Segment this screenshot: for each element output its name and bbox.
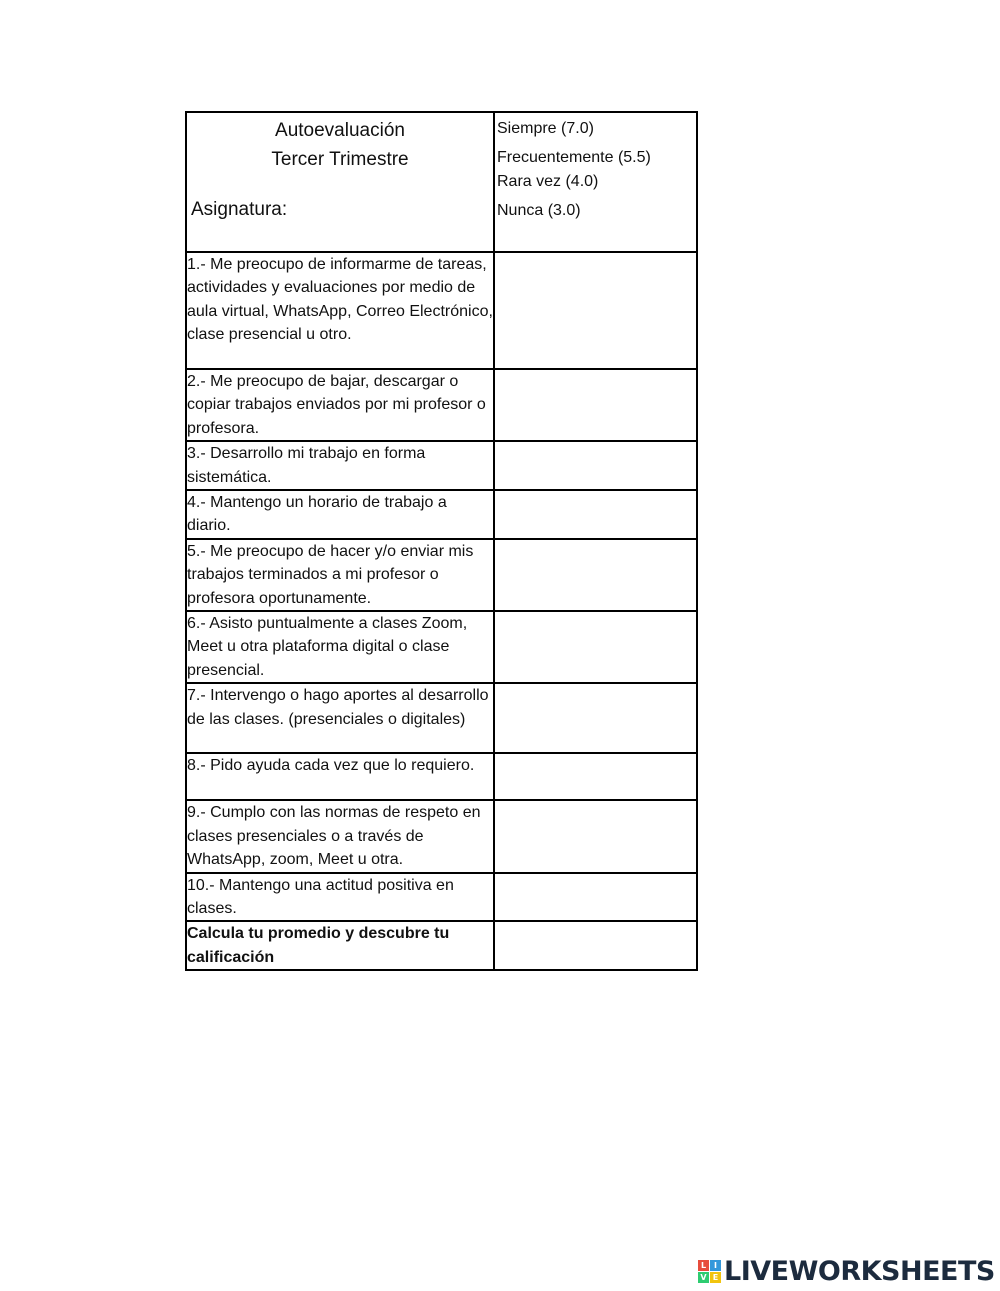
logo-mark-letter: V <box>698 1272 709 1283</box>
question-row <box>186 539 697 611</box>
question-text: 1.- Me preocupo de informarme de tareas, actividades y evaluaciones por medio de aula virtual, WhatsApp, Correo Electrónico, clase presencial u otro. <box>186 252 494 369</box>
header-title <box>187 113 493 174</box>
rating-scale <box>495 117 696 223</box>
title-line-2: Tercer Trimestre <box>271 149 409 170</box>
answer-cell[interactable] <box>494 683 697 753</box>
question-row <box>186 683 697 753</box>
logo-text: LIVEWORKSHEETS <box>724 1256 995 1287</box>
question-text: 5.- Me preocupo de hacer y/o enviar mis trabajos terminados a mi profesor o profesora oportunamente. <box>186 539 494 611</box>
subject-label: Asignatura: <box>191 199 288 220</box>
scale-rarely: Rara vez (4.0) <box>497 173 599 190</box>
header-row <box>186 112 697 252</box>
question-row <box>186 490 697 539</box>
question-text: 4.- Mantengo un horario de trabajo a diario. <box>186 490 494 539</box>
answer-cell[interactable] <box>494 490 697 539</box>
logo-icon <box>698 1260 721 1283</box>
question-row <box>186 611 697 683</box>
liveworksheets-logo <box>698 1256 995 1287</box>
answer-cell[interactable] <box>494 800 697 872</box>
answer-cell[interactable] <box>494 611 697 683</box>
question-row <box>186 873 697 922</box>
scale-never: Nunca (3.0) <box>497 202 581 219</box>
logo-mark-letter: L <box>698 1260 709 1271</box>
header-scale-cell <box>494 112 697 252</box>
question-row <box>186 252 697 369</box>
question-text: 3.- Desarrollo mi trabajo en forma sistemática. <box>186 441 494 490</box>
answer-cell[interactable] <box>494 539 697 611</box>
answer-cell[interactable] <box>494 753 697 800</box>
question-row <box>186 753 697 800</box>
self-assessment-table <box>185 111 698 971</box>
average-label: Calcula tu promedio y descubre tu calificación <box>186 921 494 970</box>
answer-cell[interactable] <box>494 369 697 441</box>
question-text: 7.- Intervengo o hago aportes al desarrollo de las clases. (presenciales o digitales) <box>186 683 494 753</box>
scale-frequently: Frecuentemente (5.5) <box>497 149 651 166</box>
average-answer-cell[interactable] <box>494 921 697 970</box>
question-row <box>186 369 697 441</box>
question-row <box>186 441 697 490</box>
answer-cell[interactable] <box>494 441 697 490</box>
question-text: 10.- Mantengo una actitud positiva en clases. <box>186 873 494 922</box>
question-text: 8.- Pido ayuda cada vez que lo requiero. <box>186 753 494 800</box>
question-text: 2.- Me preocupo de bajar, descargar o copiar trabajos enviados por mi profesor o profesora. <box>186 369 494 441</box>
logo-mark-letter: E <box>710 1272 721 1283</box>
header-title-cell <box>186 112 494 252</box>
title-line-1: Autoevaluación <box>275 120 405 141</box>
answer-cell[interactable] <box>494 873 697 922</box>
answer-cell[interactable] <box>494 252 697 369</box>
average-row <box>186 921 697 970</box>
question-text: 6.- Asisto puntualmente a clases Zoom, Meet u otra plataforma digital o clase presencial. <box>186 611 494 683</box>
question-text: 9.- Cumplo con las normas de respeto en clases presenciales o a través de WhatsApp, zoom, Meet u otra. <box>186 800 494 872</box>
question-row <box>186 800 697 872</box>
logo-mark-letter: I <box>710 1260 721 1271</box>
scale-always: Siempre (7.0) <box>497 120 594 137</box>
